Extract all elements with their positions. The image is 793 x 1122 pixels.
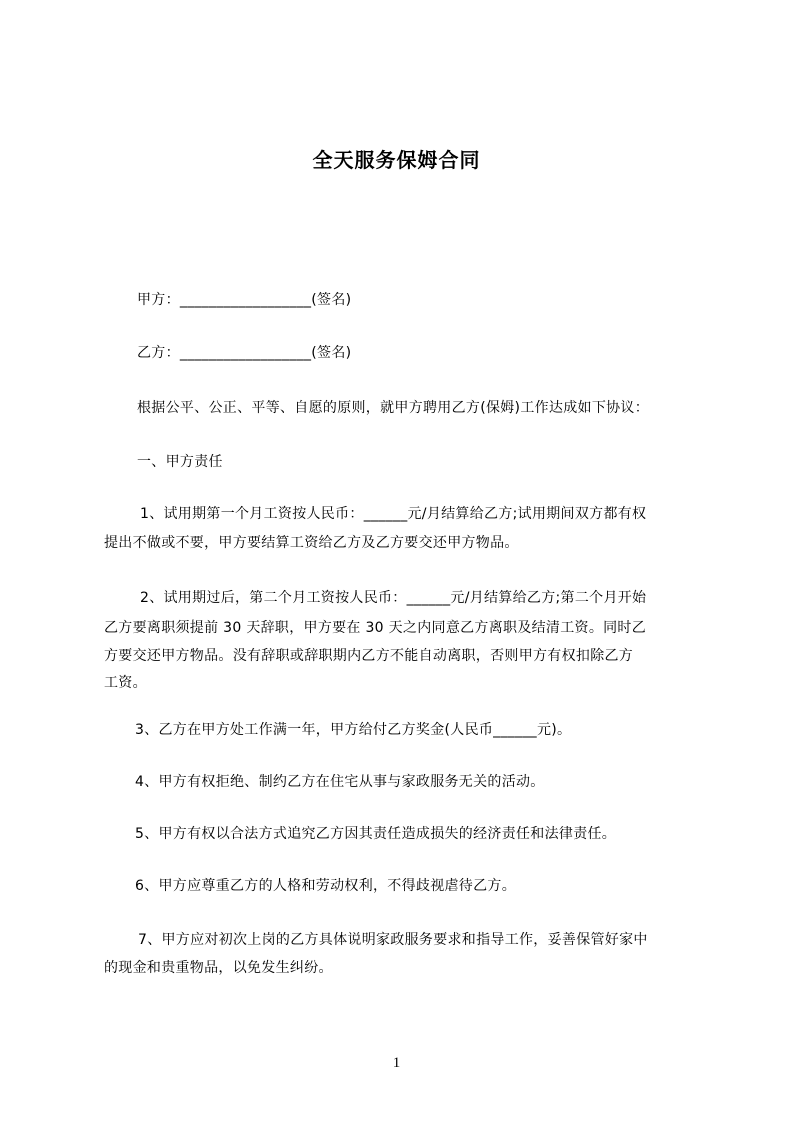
clause-4: 4、甲方有权拒绝、制约乙方在住宅从事与家政服务无关的活动。 (135, 774, 545, 790)
clause-2-line: 2、试用期过后，第二个月工资按人民币：______元/月结算给乙方;第二个月开始 (140, 590, 647, 606)
party-b-signature-line: 乙方：__________________(签名) (137, 345, 352, 361)
clause-3: 3、乙方在甲方处工作满一年，甲方给付乙方奖金(人民币______元)。 (135, 722, 572, 738)
section-heading: 一、甲方责任 (137, 454, 223, 470)
party-a-signature-line: 甲方：__________________(签名) (137, 292, 352, 308)
clause-7-line: 的现金和贵重物品，以免发生纠纷。 (104, 960, 333, 976)
clause-2-line: 工资。 (104, 675, 147, 691)
clause-1-line: 提出不做或不要，甲方要结算工资给乙方及乙方要交还甲方物品。 (104, 535, 519, 551)
page-number: 1 (392, 1055, 401, 1071)
clause-2-line: 方要交还甲方物品。没有辞职或辞职期内乙方不能自动离职，否则甲方有权扣除乙方 (104, 648, 634, 664)
clause-1-line: 1、试用期第一个月工资按人民币：______元/月结算给乙方;试用期间双方都有权 (140, 506, 647, 522)
document-title: 全天服务保姆合同 (312, 148, 481, 172)
clause-6: 6、甲方应尊重乙方的人格和劳动权利，不得歧视虐待乙方。 (135, 878, 517, 894)
clause-7-line: 7、甲方应对初次上岗的乙方具体说明家政服务要求和指导工作，妥善保管好家中 (138, 932, 648, 948)
clause-5: 5、甲方有权以合法方式追究乙方因其责任造成损失的经济责任和法律责任。 (135, 826, 617, 842)
preamble: 根据公平、公正、平等、自愿的原则，就甲方聘用乙方(保姆)工作达成如下协议： (137, 400, 650, 416)
clause-2-line: 乙方要离职须提前 30 天辞职，甲方要在 30 天之内同意乙方离职及结清工资。同时乙 (104, 620, 647, 636)
